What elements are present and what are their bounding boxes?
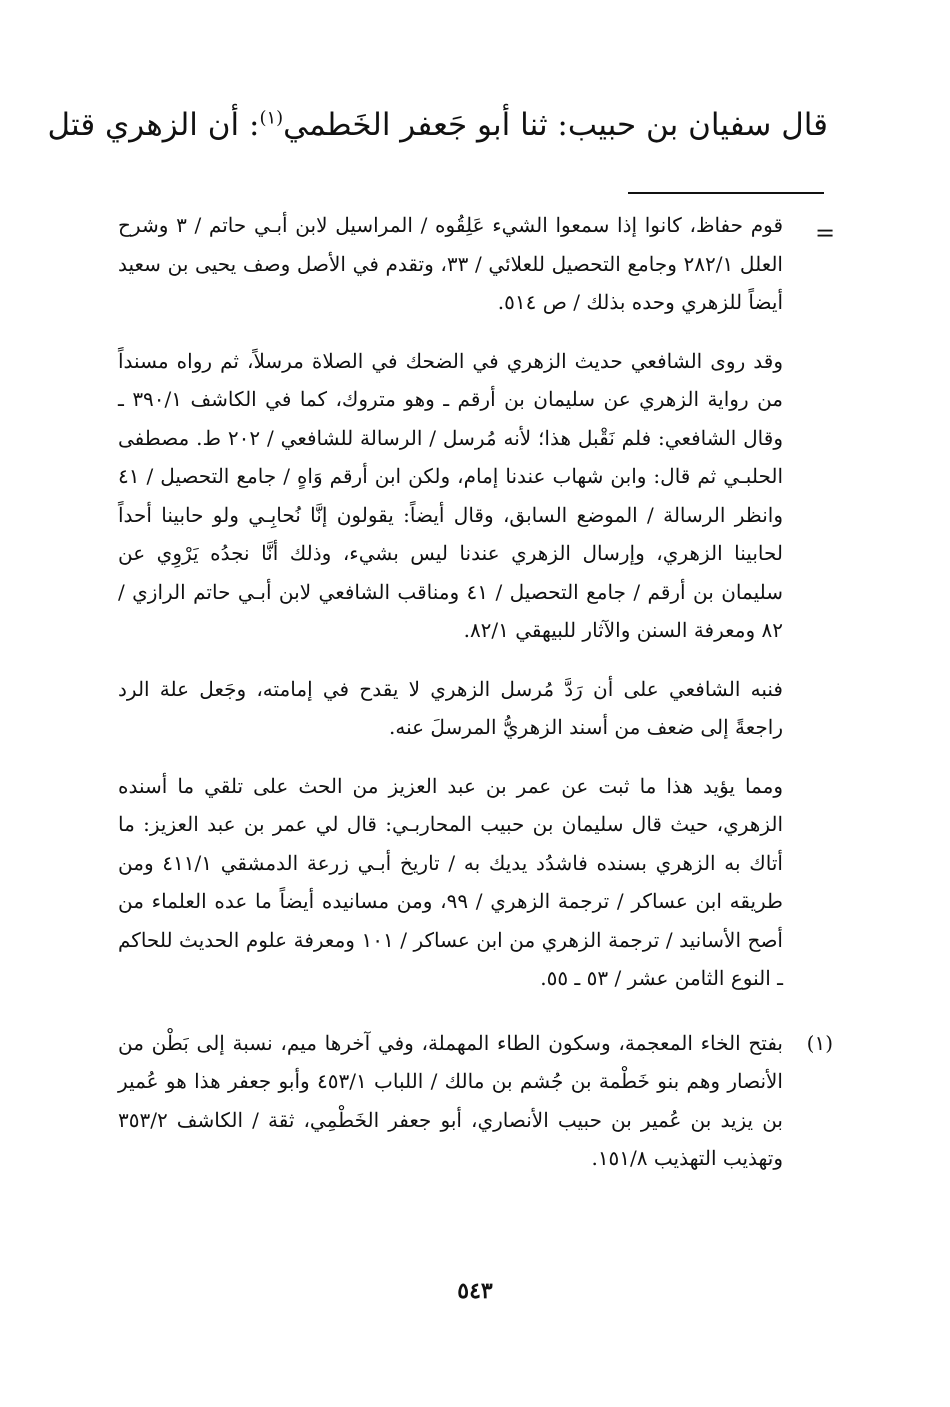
note-paragraph-1: قوم حفاظ، كانوا إذا سمعوا الشيء عَلِقُوه / المراسيل لابن أبـي حاتم / ٣ وشرح العلل ٢٨٢/١ وجامع التحصيل للعلائي / ٣٣، وتقدم في الأصل وصف يحيى بن سعيد أيضاً للزهري وحده بذلك / ص ٥١٤. [118,213,783,314]
main-text-line [47,102,828,148]
footnote-separator [628,192,824,194]
note-paragraph-3: فنبه الشافعي على أن رَدَّ مُرسل الزهري لا يقدح في إمامته، وجَعل علة الرد راجعةً إلى ضعف من أسند الزهريُّ المرسلَ عنه. [118,676,783,739]
main-text-end: : أن الزهري قتل [47,107,260,143]
footnote-text: بفتح الخاء المعجمة، وسكون الطاء المهملة، وفي آخرها ميم، نسبة إلى بَطْن من الأنصار وهم بنو خَطْمة بن جُشم بن مالك / اللباب ٤٥٣/١ وأبو جعفر هذا هو عُمير بن يزيد بن عُمير بن حبيب الأنصاري، أبو جعفر الخَطْمِي، ثقة / الكاشف ٣٥٣/٢ وتهذيب التهذيب ١٥١/٨. [118,1030,783,1170]
continuation-mark: = [814,219,836,247]
footnote-marker: (١) [806,1030,833,1055]
footnote-reference: (١) [259,107,284,129]
note-paragraph-4: ومما يؤيد هذا ما ثبت عن عمر بن عبد العزيز من الحث على تلقي ما أسنده الزهري، حيث قال سليمان بن حبيب المحاربـي: قال لي عمر بن عبد العزيز: ما أتاك به الزهري بسنده فاشدُد يديك به / تاريخ أبـي زرعة الدمشقي ٤١١/١ ومن طريقه ابن عساكر / ترجمة الزهري / ٩٩، ومن مسانيده أيضاً ما عده العلماء من أصح الأسانيد / ترجمة الزهري من ابن عساكر / ١٠١ ومعرفة علوم الحديث للحاكم ـ النوع الثامن عشر / ٥٣ ـ ٥٥. [118,773,783,990]
note-paragraph-2: وقد روى الشافعي حديث الزهري في الضحك في الصلاة مرسلاً، ثم رواه مسنداً من رواية الزهري عن سليمان بن أرقم ـ وهو متروك، كما في الكاشف ٣٩٠/١ ـ وقال الشافعي: فلم نَقْبل هذا؛ لأنه مُرسل / الرسالة للشافعي / ٢٠٢ ط. مصطفى الحلبـي ثم قال: وابن شهاب عندنا إمام، ولكن ابن أرقم وَاهٍ / جامع التحصيل / ٤١ وانظر الرسالة / الموضع السابق، وقال أيضاً: يقولون إنَّا نُحابِـي ولو حابينا أحداً لحابينا الزهري، وإرسال الزهري عندنا ليس بشيء، وذلك أنَّا نجدُه يَرْوِي عن سليمان بن أرقم / جامع التحصيل / ٤١ ومناقب الشافعي لابن أبـي حاتم الرازي / ٨٢ ومعرفة السنن والآثار للبيهقي ٨٢/١. [118,348,784,642]
footnote-1 [118,1024,833,1178]
notes-section [118,206,833,1178]
main-text-start: قال سفيان بن حبيب: ثنا أبو جَعفر الخَطمي [283,107,828,143]
page-number: ٥٤٣ [457,1278,493,1304]
